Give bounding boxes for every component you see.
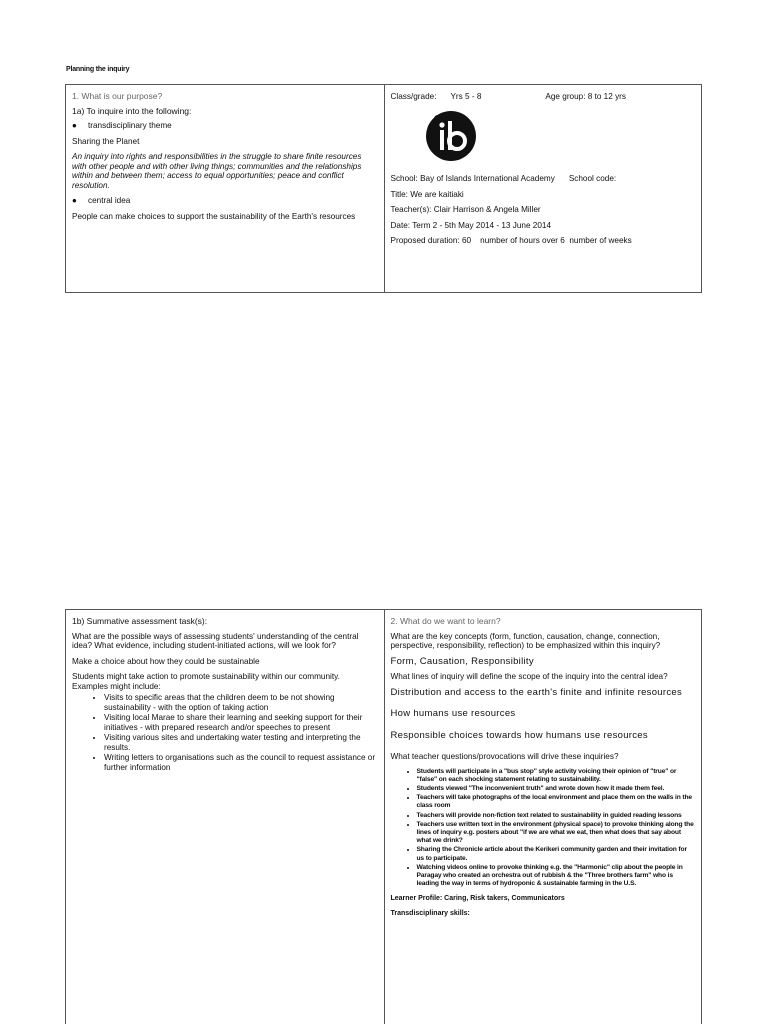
bullet-icon: ● [72, 121, 77, 130]
class-label: Class/grade: [390, 92, 437, 101]
ib-logo-icon [425, 110, 477, 162]
assessment-choice: Make a choice about how they could be sustainable [72, 656, 260, 666]
provocations-question: What teacher questions/provocations will drive these inquiries? [390, 752, 619, 761]
line-of-inquiry: Distribution and access to the earth's finite and infinite resources [390, 686, 683, 698]
page-header: Planning the inquiry [66, 66, 130, 73]
theme-label-item [72, 121, 378, 131]
list-item: • Teachers use written text in the environment (physical space) to provoke thinking along the lines of inquiry e.g. posters about "if we are what we eat, then what does that say about what we drink? [417, 821, 696, 846]
school-name: School: Bay of Islands International Academy [390, 174, 555, 183]
list-item: • Visits to specific areas that the children deem to be not showing sustainability - with the option of taking action [104, 693, 378, 712]
theme-label: transdisciplinary theme [88, 121, 172, 130]
planner-table-top [65, 84, 702, 293]
section-title-learn: 2. What do we want to learn? [390, 616, 501, 626]
central-idea: People can make choices to support the sustainability of the Earth's resources [72, 211, 356, 221]
theme-name: Sharing the Planet [72, 136, 140, 146]
purpose-cell [66, 85, 384, 292]
teachers: Teacher(s): Clair Harrison & Angela Miller [390, 205, 541, 214]
info-cell [384, 85, 702, 292]
idea-label-item [72, 196, 378, 206]
assessment-cell [66, 610, 384, 1024]
bullet-icon: ● [72, 196, 77, 205]
action-list [72, 693, 378, 772]
list-item: • Students viewed "The inconvenient truth" and wrote down how it made them feel. [417, 785, 696, 793]
line-of-inquiry: How humans use resources [390, 708, 516, 719]
list-item: • Teachers will provide non-fiction text related to sustainability in guided reading lessons [417, 812, 696, 820]
lines-question: What lines of inquiry will define the scope of the inquiry into the central idea? [390, 672, 668, 681]
learner-profile: Learner Profile: Caring, Risk takers, Communicators [390, 895, 565, 903]
list-item: • Students will participate in a "bus stop" style activity voicing their opinion of "true" or "false" on each shocking statement relating to sustainability. [417, 768, 696, 784]
list-item: • Sharing the Chronicle article about the Kerikeri community garden and their invitation for us to participate. [417, 846, 696, 862]
list-item: • Teachers will take photographs of the local environment and place them on the walls in the class room [417, 794, 696, 810]
line-of-inquiry: Responsible choices towards how humans use resources [390, 729, 648, 741]
learn-cell [384, 610, 702, 1024]
school-row [391, 174, 696, 184]
transdisciplinary-skills: Transdisciplinary skills: [390, 910, 470, 918]
date: Date: Term 2 - 5th May 2014 - 13 June 2014 [390, 220, 552, 230]
planner-table-bottom [65, 609, 702, 1024]
class-value: Yrs 5 - 8 [450, 92, 482, 101]
unit-title: Title: We are kaitiaki [390, 189, 464, 199]
list-item: • Writing letters to organisations such as the council to request assistance or further information [104, 753, 378, 772]
theme-description: An inquiry into rights and responsibilities in the struggle to share finite resources with other people and with other living things; communities and the relationships within and between them; access to equal opportunities; peace and conflict resolution. [72, 152, 362, 190]
key-concepts: Form, Causation, Responsibility [390, 655, 534, 667]
inquire-subtitle: 1a) To inquire into the following: [72, 105, 192, 116]
idea-label: central idea [88, 196, 131, 205]
concepts-question: What are the key concepts (form, function, causation, change, connection, perspective, responsibility, reflection) to be emphasized within this inquiry? [390, 631, 661, 650]
proposed-duration: Proposed duration: 60 number of hours over 6 number of weeks [390, 236, 632, 245]
school-code: School code: [568, 174, 617, 183]
list-item: • Visiting various sites and undertaking water testing and interpreting the results. [104, 733, 378, 752]
age-group: Age group: 8 to 12 yrs [545, 92, 626, 101]
action-intro: Students might take action to promote sustainability within our community. Examples might include: [72, 672, 340, 691]
list-item: • Watching videos online to provoke thinking e.g. the "Harmonic" clip about the people in Paragay who created an orchestra out of rubbish & the "Three brothers farm" who is leading the way in terms of hydroponic & sustainable farming in the U.S. [417, 864, 696, 889]
list-item: • Visiting local Marae to share their learning and seeking support for their initiatives - with prepared research and/or speeches to present [104, 713, 378, 732]
section-title-assessment: 1b) Summative assessment task(s): [72, 616, 208, 626]
class-row [391, 92, 696, 102]
provocation-list [391, 768, 696, 889]
assessment-question: What are the possible ways of assessing students' understanding of the central idea? What evidence, including student-initiated actions, will we look for? [72, 631, 359, 650]
section-title-purpose: 1. What is our purpose? [72, 91, 163, 101]
